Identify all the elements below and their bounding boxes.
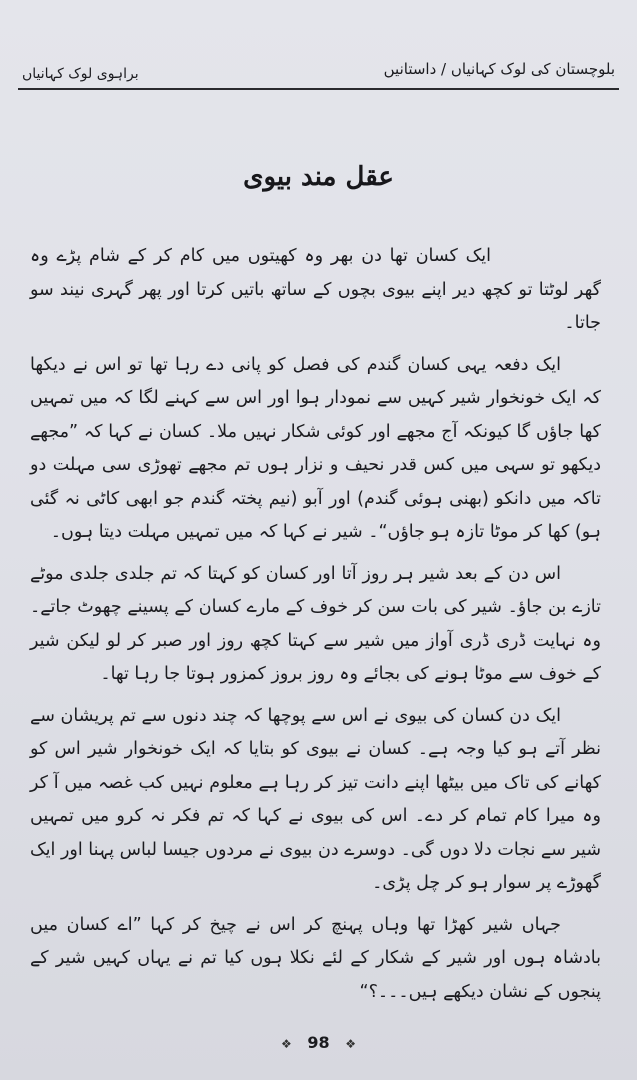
right-ornament-icon: ❖ <box>345 1037 356 1051</box>
story-body <box>30 240 601 1017</box>
book-title: بلوچستان کی لوک کہانیاں / داستانیں <box>383 60 615 78</box>
left-ornament-icon: ❖ <box>281 1037 292 1051</box>
story-title: عقل مند بیوی <box>243 162 394 192</box>
running-head <box>18 58 619 90</box>
page-footer <box>0 1033 637 1052</box>
paragraph: ایک دفعہ یہی کسان گندم کی فصل کو پانی دے رہا تھا تو اس نے دیکھا کہ ایک خونخوار شیر کہیں سے نمودار ہوا اور اس سے کہنے لگا کہ میں تمہیں کھا جاؤں گا کیونکہ آج مجھے اور کوئی شکار نہیں ملا۔ کسان نے کہا کہ ”مجھے دیکھو تو سہی میں کس قدر نحیف و نزار ہوں تم مجھے تھوڑی سی مہلت دو تاکہ میں دانکو (بھنی ہوئی گندم) اور آبو (نیم پختہ گندم جو ابھی کاٹی نہ گئی ہو) کھا کر موٹا تازہ ہو جاؤں“۔ شیر نے کہا کہ میں تمہیں مہلت دیتا ہوں۔ <box>30 354 601 542</box>
paragraph: اس دن کے بعد شیر ہر روز آتا اور کسان کو کہتا کہ تم جلدی جلدی موٹے تازے بن جاؤ۔ شیر کی بات سن کر خوف کے مارے کسان کے پسینے چھوٹ جاتے۔ وہ نہایت ڈری ڈری آواز میں شیر سے کہتا کچھ روز اور صبر کر لو لیکن شیر کے خوف سے موٹا ہونے کی بجائے وہ روز بروز کمزور ہوتا جا رہا تھا۔ <box>30 563 601 684</box>
section-title: براہوی لوک کہانیاں <box>22 66 139 82</box>
page-number: 98 <box>307 1033 330 1052</box>
paragraph: ایک دن کسان کی بیوی نے اس سے پوچھا کہ چند دنوں سے تم پریشان سے نظر آتے ہو کیا وجہ ہے۔ کسان نے بیوی کو بتایا کہ ایک خونخوار شیر اس کو کھانے کی تاک میں بیٹھا اپنے دانت تیز کر رہا ہے معلوم نہیں کب غصہ میں آ کر وہ میرا کام تمام کر دے۔ اس کی بیوی نے کہا کہ تم فکر نہ کرو میں تمہیں شیر سے نجات دلا دوں گی۔ دوسرے دن بیوی نے مردوں جیسا لباس پہنا اور ایک گھوڑے پر سوار ہو کر چل پڑی۔ <box>30 705 601 893</box>
paragraph: ایک کسان تھا دن بھر وہ کھیتوں میں کام کر کے شام پڑے وہ گھر لوٹتا تو کچھ دیر اپنے بیوی بچوں کے ساتھ باتیں کرتا اور پھر گہری نیند سو جاتا۔ <box>30 246 601 333</box>
paragraph: جہاں شیر کھڑا تھا وہاں پہنچ کر اس نے چیخ کر کہا ”اے کسان میں بادشاہ ہوں اور شیر کے شکار کے لئے نکلا ہوں کیا تم نے یہاں کہیں شیر کے پنجوں کے نشان دیکھے ہیں۔۔۔؟“ <box>30 914 601 1002</box>
